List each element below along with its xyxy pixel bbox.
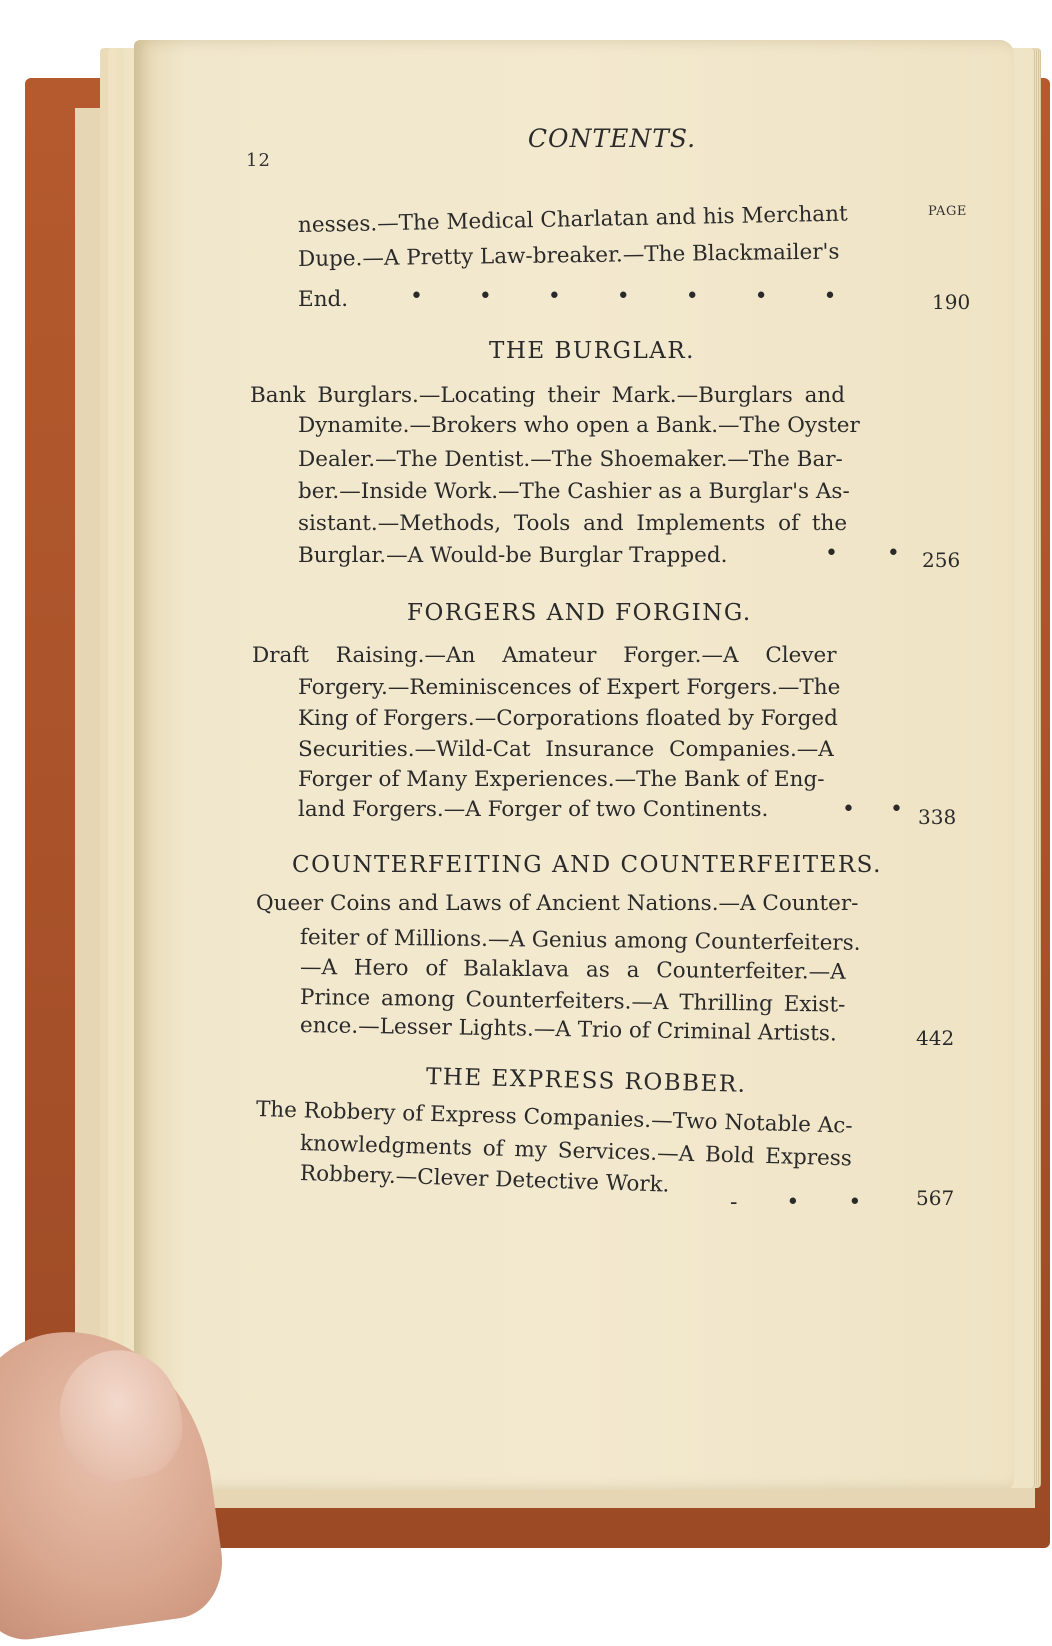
entry-line: Robbery.—Clever Detective Work. <box>299 1161 670 1198</box>
entry-line: Prince among Counterfeiters.—A Thrilling Exist- <box>299 985 846 1018</box>
entry-page-number: 190 <box>932 290 971 314</box>
dot-leader: • • <box>842 797 903 822</box>
entry-line: Dynamite.—Brokers who open a Bank.—The Oyster <box>298 413 860 438</box>
entry-line: Dealer.—The Dentist.—The Shoemaker.—The Bar- <box>298 447 843 472</box>
section-title: THE BURGLAR. <box>489 338 695 364</box>
entry-line: Forgery.—Reminiscences of Expert Forgers.—The <box>298 675 841 700</box>
entry-line: ence.—Lesser Lights.—A Trio of Criminal Artists. <box>299 1013 837 1047</box>
entry-line: Forger of Many Experiences.—The Bank of Eng- <box>298 767 825 792</box>
entry-line: King of Forgers.—Corporations floated by Forged <box>298 706 838 731</box>
entry-line: Securities.—Wild-Cat Insurance Companies.—A <box>298 737 834 762</box>
entry-line: feiter of Millions.—A Genius among Counterfeiters. <box>299 925 861 956</box>
section-title: COUNTERFEITING AND COUNTERFEITERS. <box>292 852 882 878</box>
entry-line: End. <box>298 287 349 312</box>
entry-line: nesses.—The Medical Charlatan and his Merchant <box>297 201 848 238</box>
entry-line: —A Hero of Balaklava as a Counterfeiter.—A <box>299 955 846 985</box>
page-number: 12 <box>246 150 271 171</box>
entry-page-number: 567 <box>916 1186 955 1210</box>
entry-line: The Robbery of Express Companies.—Two Notable Ac- <box>255 1097 853 1139</box>
entry-line: land Forgers.—A Forger of two Continents. <box>298 797 769 822</box>
entry-line: knowledgments of my Services.—A Bold Express <box>299 1131 853 1172</box>
entry-line: ber.—Inside Work.—The Cashier as a Burglar's As- <box>298 479 850 504</box>
entry-line: Queer Coins and Laws of Ancient Nations.—A Counter- <box>256 891 859 916</box>
entry-page-number: 442 <box>916 1026 955 1050</box>
entry-line: Bank Burglars.—Locating their Mark.—Burglars and <box>250 383 846 408</box>
dot-leader: • • • • • • • <box>410 284 837 309</box>
section-title: THE EXPRESS ROBBER. <box>425 1064 747 1098</box>
entry-line: Burglar.—A Would-be Burglar Trapped. <box>298 543 728 568</box>
section-title: FORGERS AND FORGING. <box>407 600 752 626</box>
entry-line: Dupe.—A Pretty Law-breaker.—The Blackmailer's <box>297 239 840 272</box>
entry-page-number: 338 <box>918 805 957 829</box>
entry-line: Draft Raising.—An Amateur Forger.—A Clever <box>252 643 837 668</box>
running-head: CONTENTS. <box>527 124 697 153</box>
page-column-label: PAGE <box>928 204 967 219</box>
entry-page-number: 256 <box>922 548 961 572</box>
entry-line: sistant.—Methods, Tools and Implements of the <box>298 511 848 536</box>
dot-leader: - • • <box>730 1190 862 1215</box>
dot-leader: • • <box>825 541 900 566</box>
